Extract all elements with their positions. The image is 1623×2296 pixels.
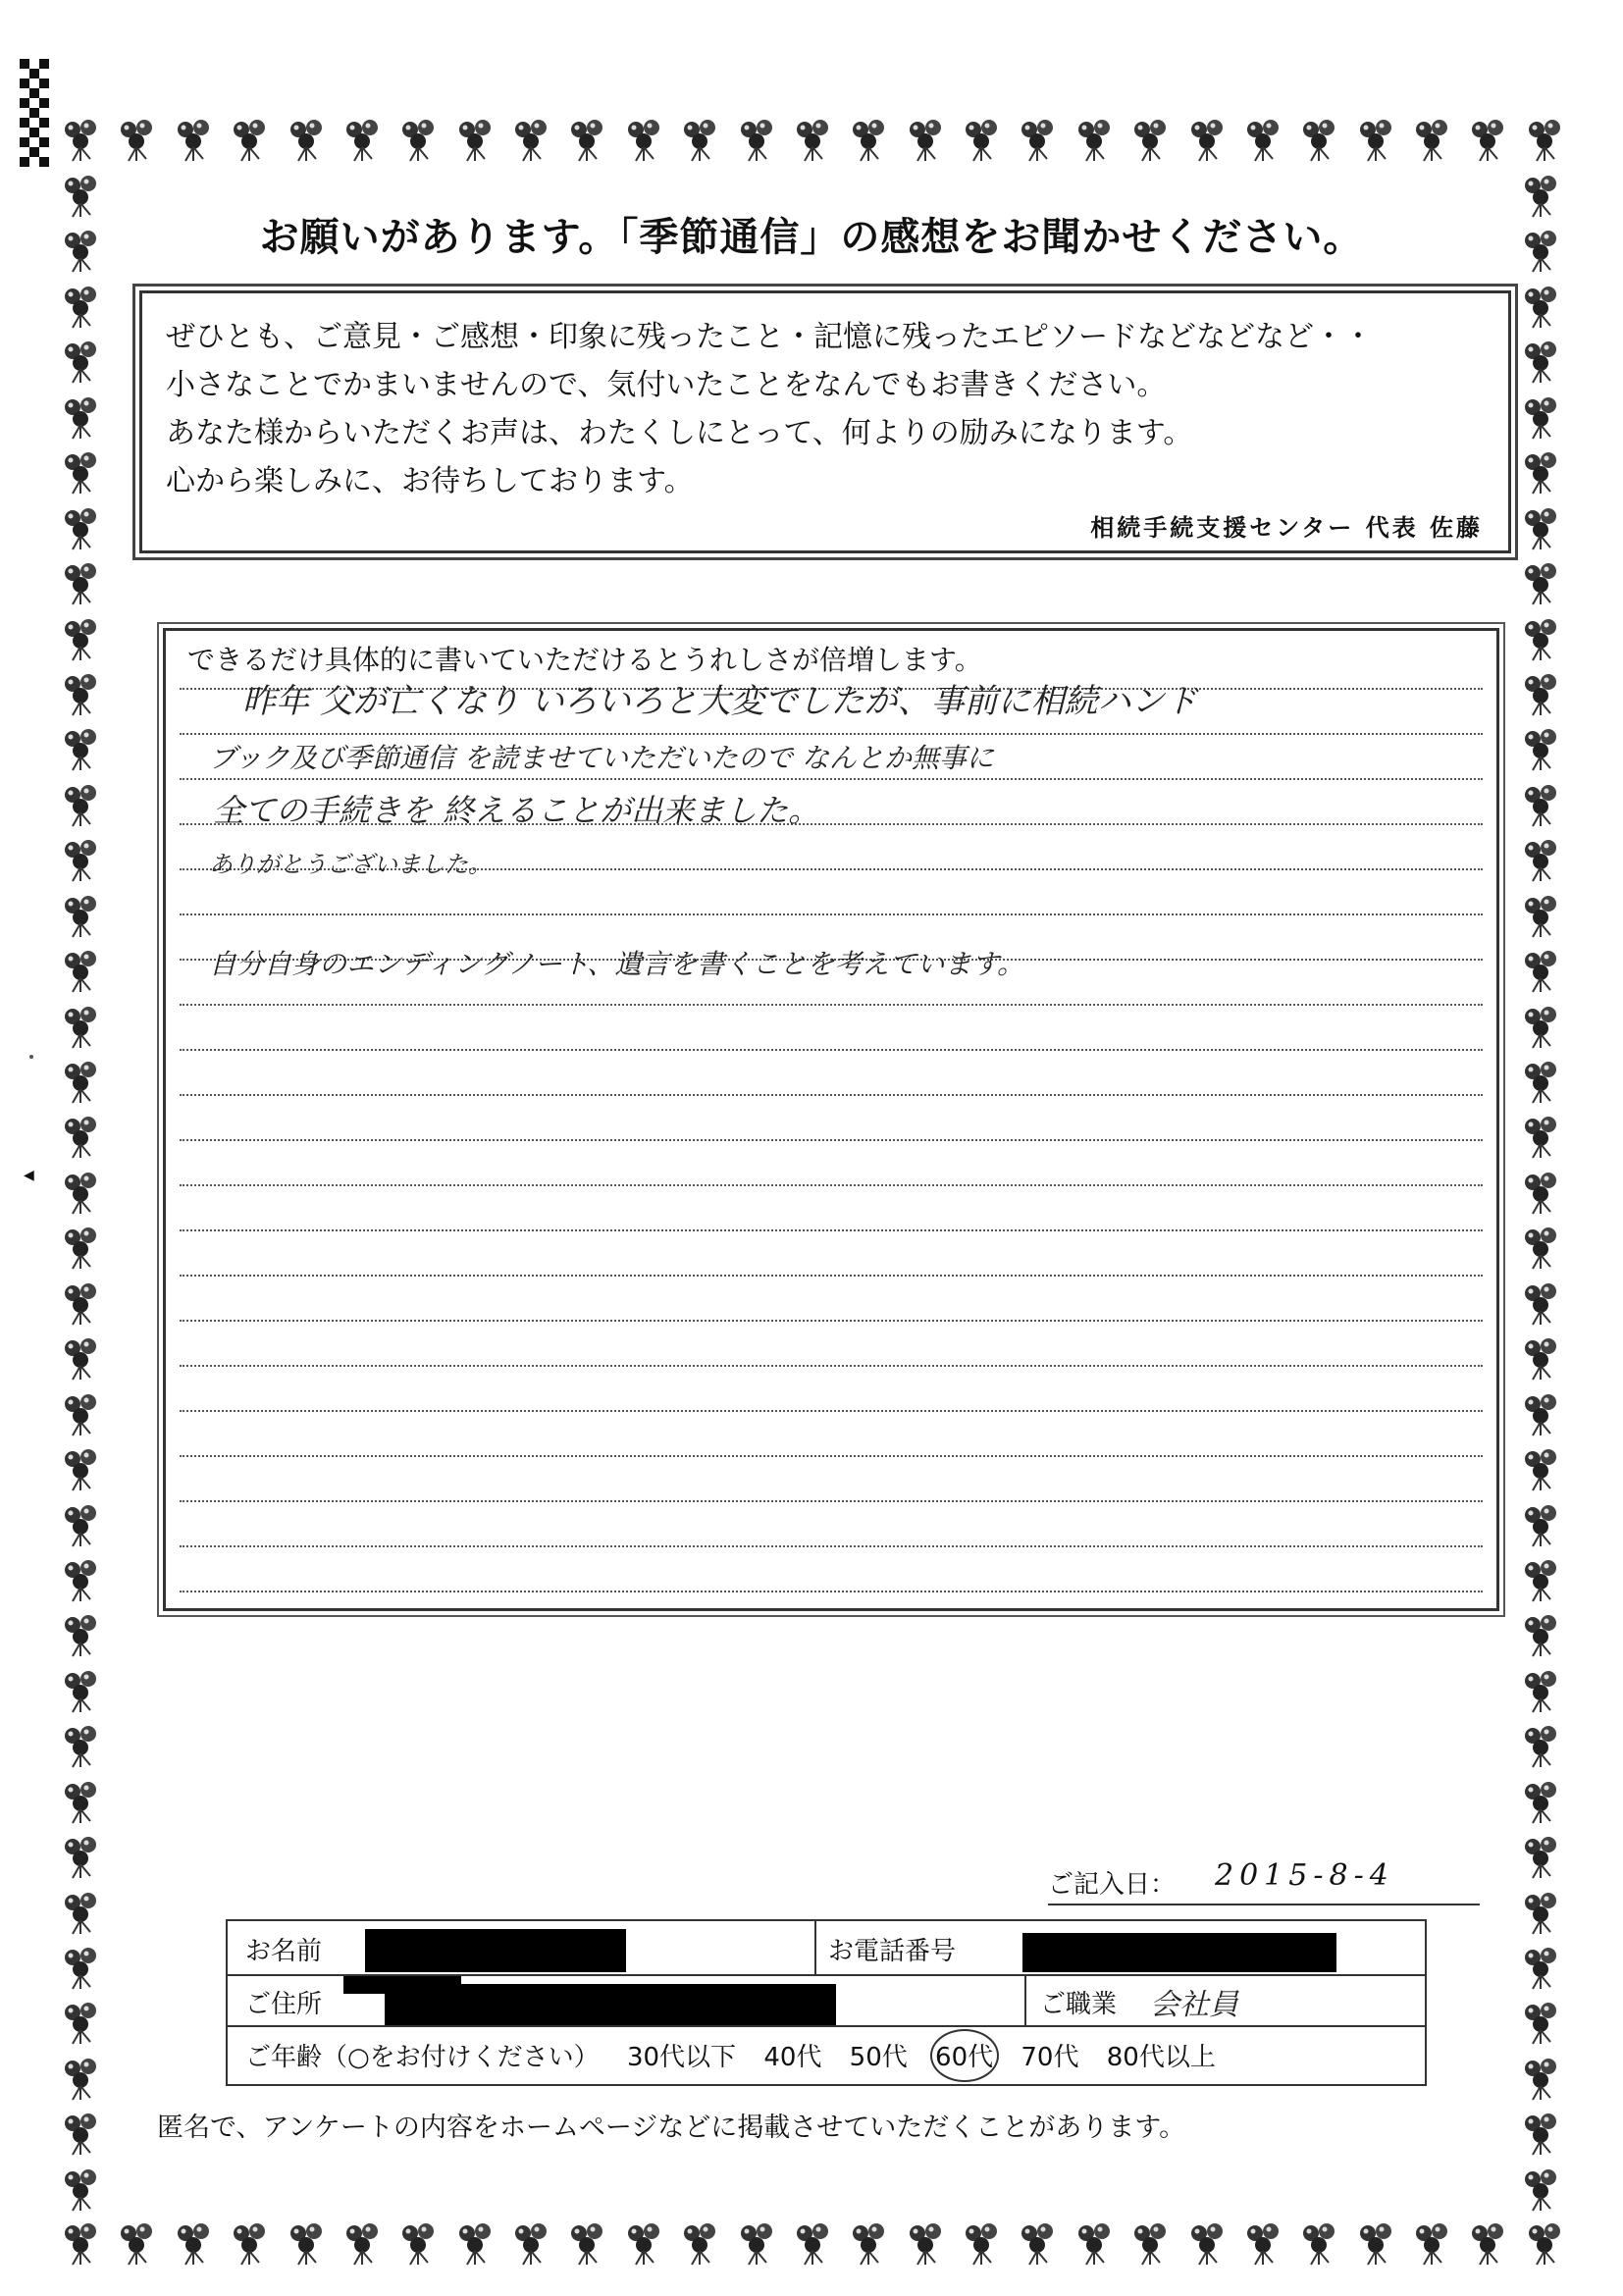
cherry-ornament-icon — [59, 1224, 106, 1271]
cherry-ornament-icon — [59, 1889, 106, 1936]
cherry-ornament-icon — [1519, 892, 1566, 939]
cherry-ornament-icon — [1185, 2219, 1232, 2267]
cherry-ornament-icon — [1241, 2219, 1288, 2267]
cherry-ornament-icon — [59, 1556, 106, 1603]
ruled-line — [180, 1591, 1483, 1592]
cherry-ornament-icon — [59, 1390, 106, 1437]
cherry-ornament-icon — [59, 1778, 106, 1825]
cherry-ornament-icon — [59, 504, 106, 551]
cherry-ornament-icon — [1519, 1279, 1566, 1327]
cherry-ornament-icon — [453, 2219, 500, 2267]
cherry-ornament-icon — [1128, 116, 1176, 163]
cherry-ornament-icon — [1519, 393, 1566, 441]
cherry-ornament-icon — [735, 2219, 782, 2267]
ruled-line — [180, 778, 1483, 780]
cherry-ornament-icon — [1519, 2055, 1566, 2102]
message-lines — [166, 313, 1373, 505]
entry-date — [1048, 1858, 1480, 1905]
cherry-ornament-icon — [1016, 2219, 1063, 2267]
cherry-ornament-icon — [172, 2219, 219, 2267]
cherry-ornament-icon — [1073, 2219, 1120, 2267]
cherry-ornament-icon — [847, 2219, 894, 2267]
cherry-ornament-icon — [960, 116, 1007, 163]
frame-border-bottom — [59, 2219, 1570, 2274]
cherry-ornament-icon — [59, 2219, 106, 2267]
age-option[interactable]: 40代 — [763, 2043, 822, 2072]
ruled-line — [180, 1004, 1483, 1006]
info-table — [226, 1919, 1427, 2086]
ruled-line — [180, 733, 1483, 735]
cherry-ornament-icon — [1519, 1501, 1566, 1548]
cherry-ornament-icon — [59, 338, 106, 385]
cherry-ornament-icon — [622, 116, 669, 163]
cherry-ornament-icon — [59, 1334, 106, 1382]
message-line: 心から楽しみに、お待ちしております。 — [166, 464, 694, 498]
cherry-ornament-icon — [1519, 725, 1566, 772]
ruled-line — [180, 1545, 1483, 1547]
cherry-ornament-icon — [340, 116, 388, 163]
ruled-line — [180, 1184, 1483, 1186]
entry-date-value: 2015-8-4 — [1215, 1858, 1394, 1893]
cherry-ornament-icon — [791, 2219, 838, 2267]
cherry-ornament-icon — [1519, 1611, 1566, 1658]
handwritten-line: ありがとうございました。 — [209, 851, 492, 878]
cherry-ornament-icon — [1519, 1833, 1566, 1880]
signature: 相続手続支援センター 代表 佐藤 — [1090, 514, 1483, 542]
cherry-ornament-icon — [1519, 1003, 1566, 1050]
cherry-ornament-icon — [1241, 116, 1288, 163]
cherry-ornament-icon — [565, 2219, 612, 2267]
cherry-ornament-icon — [115, 116, 162, 163]
handwritten-line: 昨年 父が亡くなり いろいろと大変でしたが、事前に相続ハンド — [242, 682, 1198, 721]
message-box — [139, 290, 1511, 553]
cherry-ornament-icon — [59, 1667, 106, 1714]
cherry-ornament-icon — [1519, 836, 1566, 883]
age-label: ご年齢（○をお付けください） — [245, 2043, 600, 2072]
cherry-ornament-icon — [1519, 1169, 1566, 1216]
cherry-ornament-icon — [59, 1944, 106, 1991]
cherry-ornament-icon — [59, 559, 106, 606]
ruled-line — [180, 1275, 1483, 1277]
cherry-ornament-icon — [791, 116, 838, 163]
cherry-ornament-icon — [1466, 116, 1513, 163]
cherry-ornament-icon — [115, 2219, 162, 2267]
cherry-ornament-icon — [1519, 1778, 1566, 1825]
cherry-ornament-icon — [59, 1722, 106, 1769]
cherry-ornament-icon — [1519, 670, 1566, 717]
cherry-ornament-icon — [960, 2219, 1007, 2267]
name-redaction — [365, 1929, 626, 1972]
age-option[interactable]: 30代以下 — [626, 2043, 737, 2072]
table-divider — [228, 2025, 1425, 2027]
checker-pattern — [20, 59, 49, 177]
cherry-ornament-icon — [1519, 1224, 1566, 1271]
cherry-ornament-icon — [1519, 1334, 1566, 1382]
cherry-ornament-icon — [1128, 2219, 1176, 2267]
cherry-ornament-icon — [59, 1445, 106, 1492]
cherry-ornament-icon — [228, 116, 275, 163]
phone-redaction — [1022, 1933, 1336, 1972]
cherry-ornament-icon — [228, 2219, 275, 2267]
cherry-ornament-icon — [1297, 2219, 1344, 2267]
cherry-ornament-icon — [59, 670, 106, 717]
cherry-ornament-icon — [59, 725, 106, 772]
cherry-ornament-icon — [1523, 116, 1570, 163]
age-row — [245, 2037, 1235, 2073]
entry-date-label: ご記入日： — [1048, 1870, 1177, 1900]
scan-mark — [29, 1055, 33, 1059]
cherry-ornament-icon — [1297, 116, 1344, 163]
message-line: あなた様からいただくお声は、わたくしにとって、何よりの励みになります。 — [166, 416, 1193, 450]
cherry-ornament-icon — [59, 947, 106, 994]
cherry-ornament-icon — [1519, 1390, 1566, 1437]
frame-border-left — [59, 172, 114, 2213]
ruled-line — [180, 1049, 1483, 1051]
cherry-ornament-icon — [1523, 2219, 1570, 2267]
address-label: ご住所 — [245, 1990, 323, 2019]
cherry-ornament-icon — [509, 2219, 556, 2267]
handwritten-line: 自分自身のエンディングノート、遺言を書くことを考えています。 — [209, 948, 1025, 980]
feedback-box[interactable] — [163, 628, 1499, 1611]
cherry-ornament-icon — [59, 1058, 106, 1105]
cherry-ornament-icon — [678, 116, 725, 163]
age-option-selected[interactable]: 50代 — [849, 2043, 908, 2072]
name-label: お名前 — [245, 1937, 323, 1966]
ruled-line — [180, 1320, 1483, 1322]
cherry-ornament-icon — [1519, 283, 1566, 330]
message-line: ぜひとも、ご意見・ご感想・印象に残ったこと・記憶に残ったエピソードなどなどなど・・ — [166, 320, 1373, 354]
handwritten-line: ブック及び季節通信 を読ませていただいたので なんとか無事に — [209, 742, 994, 774]
table-divider — [1024, 1974, 1026, 2025]
ruled-line — [180, 1229, 1483, 1231]
occupation-label: ご職業 — [1040, 1990, 1118, 2019]
cherry-ornament-icon — [1519, 1556, 1566, 1603]
cherry-ornament-icon — [59, 1279, 106, 1327]
cherry-ornament-icon — [396, 2219, 444, 2267]
cherry-ornament-icon — [453, 116, 500, 163]
frame-border-right — [1519, 172, 1574, 2213]
cherry-ornament-icon — [1519, 1944, 1566, 1991]
cherry-ornament-icon — [59, 1113, 106, 1160]
cherry-ornament-icon — [1519, 504, 1566, 551]
cherry-ornament-icon — [1519, 1999, 1566, 2046]
cherry-ornament-icon — [1185, 116, 1232, 163]
cherry-ornament-icon — [565, 116, 612, 163]
occupation-value: 会社員 — [1150, 1988, 1238, 2022]
ruled-line — [180, 1410, 1483, 1412]
cherry-ornament-icon — [59, 448, 106, 496]
cherry-ornament-icon — [847, 116, 894, 163]
cherry-ornament-icon — [285, 2219, 332, 2267]
cherry-ornament-icon — [904, 116, 951, 163]
feedback-prompt: できるだけ具体的に書いていただけるとうれしさが倍増します。 — [187, 644, 982, 676]
cherry-ornament-icon — [1519, 1113, 1566, 1160]
cherry-ornament-icon — [1519, 2110, 1566, 2157]
cherry-ornament-icon — [1519, 448, 1566, 496]
cherry-ornament-icon — [509, 116, 556, 163]
age-option[interactable]: 80代以上 — [1106, 2043, 1216, 2072]
phone-label: お電話番号 — [828, 1937, 957, 1966]
cherry-ornament-icon — [59, 2166, 106, 2213]
cherry-ornament-icon — [59, 393, 106, 441]
cherry-ornament-icon — [285, 116, 332, 163]
cherry-ornament-icon — [59, 2055, 106, 2102]
cherry-ornament-icon — [59, 1003, 106, 1050]
cherry-ornament-icon — [340, 2219, 388, 2267]
cherry-ornament-icon — [59, 781, 106, 828]
cherry-ornament-icon — [1354, 2219, 1401, 2267]
frame-border-top — [59, 116, 1570, 171]
cherry-ornament-icon — [735, 116, 782, 163]
cherry-ornament-icon — [1519, 781, 1566, 828]
cherry-ornament-icon — [396, 116, 444, 163]
ruled-line — [180, 913, 1483, 915]
cherry-ornament-icon — [1519, 1889, 1566, 1936]
handwritten-line: 全ての手続きを 終えることが出来ました。 — [213, 792, 820, 829]
message-line: 小さなことでかまいませんので、気付いたことをなんでもお書きください。 — [166, 368, 1167, 402]
cherry-ornament-icon — [1519, 1722, 1566, 1769]
cherry-ornament-icon — [59, 836, 106, 883]
cherry-ornament-icon — [1519, 2166, 1566, 2213]
cherry-ornament-icon — [1073, 116, 1120, 163]
ruled-line — [180, 1094, 1483, 1096]
cherry-ornament-icon — [59, 1833, 106, 1880]
cherry-ornament-icon — [59, 1611, 106, 1658]
ruled-line — [180, 1139, 1483, 1141]
cherry-ornament-icon — [1354, 116, 1401, 163]
cherry-ornament-icon — [1016, 116, 1063, 163]
cherry-ornament-icon — [59, 892, 106, 939]
cherry-ornament-icon — [622, 2219, 669, 2267]
cherry-ornament-icon — [59, 283, 106, 330]
cherry-ornament-icon — [904, 2219, 951, 2267]
cherry-ornament-icon — [1519, 1445, 1566, 1492]
cherry-ornament-icon — [678, 2219, 725, 2267]
cherry-ornament-icon — [1519, 559, 1566, 606]
table-divider — [814, 1921, 816, 1974]
cherry-ornament-icon — [1519, 947, 1566, 994]
cherry-ornament-icon — [172, 116, 219, 163]
cherry-ornament-icon — [1410, 2219, 1457, 2267]
ruled-line — [180, 1365, 1483, 1367]
age-option[interactable]: 70代 — [1021, 2043, 1079, 2072]
cherry-ornament-icon — [1519, 338, 1566, 385]
cherry-ornament-icon — [59, 1999, 106, 2046]
cherry-ornament-icon — [59, 2110, 106, 2157]
address-redaction — [385, 1984, 836, 2025]
cherry-ornament-icon — [59, 1501, 106, 1548]
cherry-ornament-icon — [59, 116, 106, 163]
age-selection-circle — [930, 2029, 999, 2082]
cherry-ornament-icon — [59, 615, 106, 662]
footer-note: 匿名で、アンケートの内容をホームページなどに掲載させていただくことがあります。 — [157, 2113, 1186, 2143]
cherry-ornament-icon — [1519, 615, 1566, 662]
scan-arrow-icon: ◀ — [24, 1168, 34, 1183]
age-option[interactable]: 60代 — [935, 2043, 994, 2072]
cherry-ornament-icon — [1466, 2219, 1513, 2267]
page-title: お願いがあります。「季節通信」の感想をお聞かせください。 — [259, 215, 1364, 260]
ruled-line — [180, 1500, 1483, 1502]
cherry-ornament-icon — [1410, 116, 1457, 163]
cherry-ornament-icon — [59, 1169, 106, 1216]
ruled-line — [180, 1455, 1483, 1457]
cherry-ornament-icon — [1519, 1667, 1566, 1714]
cherry-ornament-icon — [1519, 1058, 1566, 1105]
